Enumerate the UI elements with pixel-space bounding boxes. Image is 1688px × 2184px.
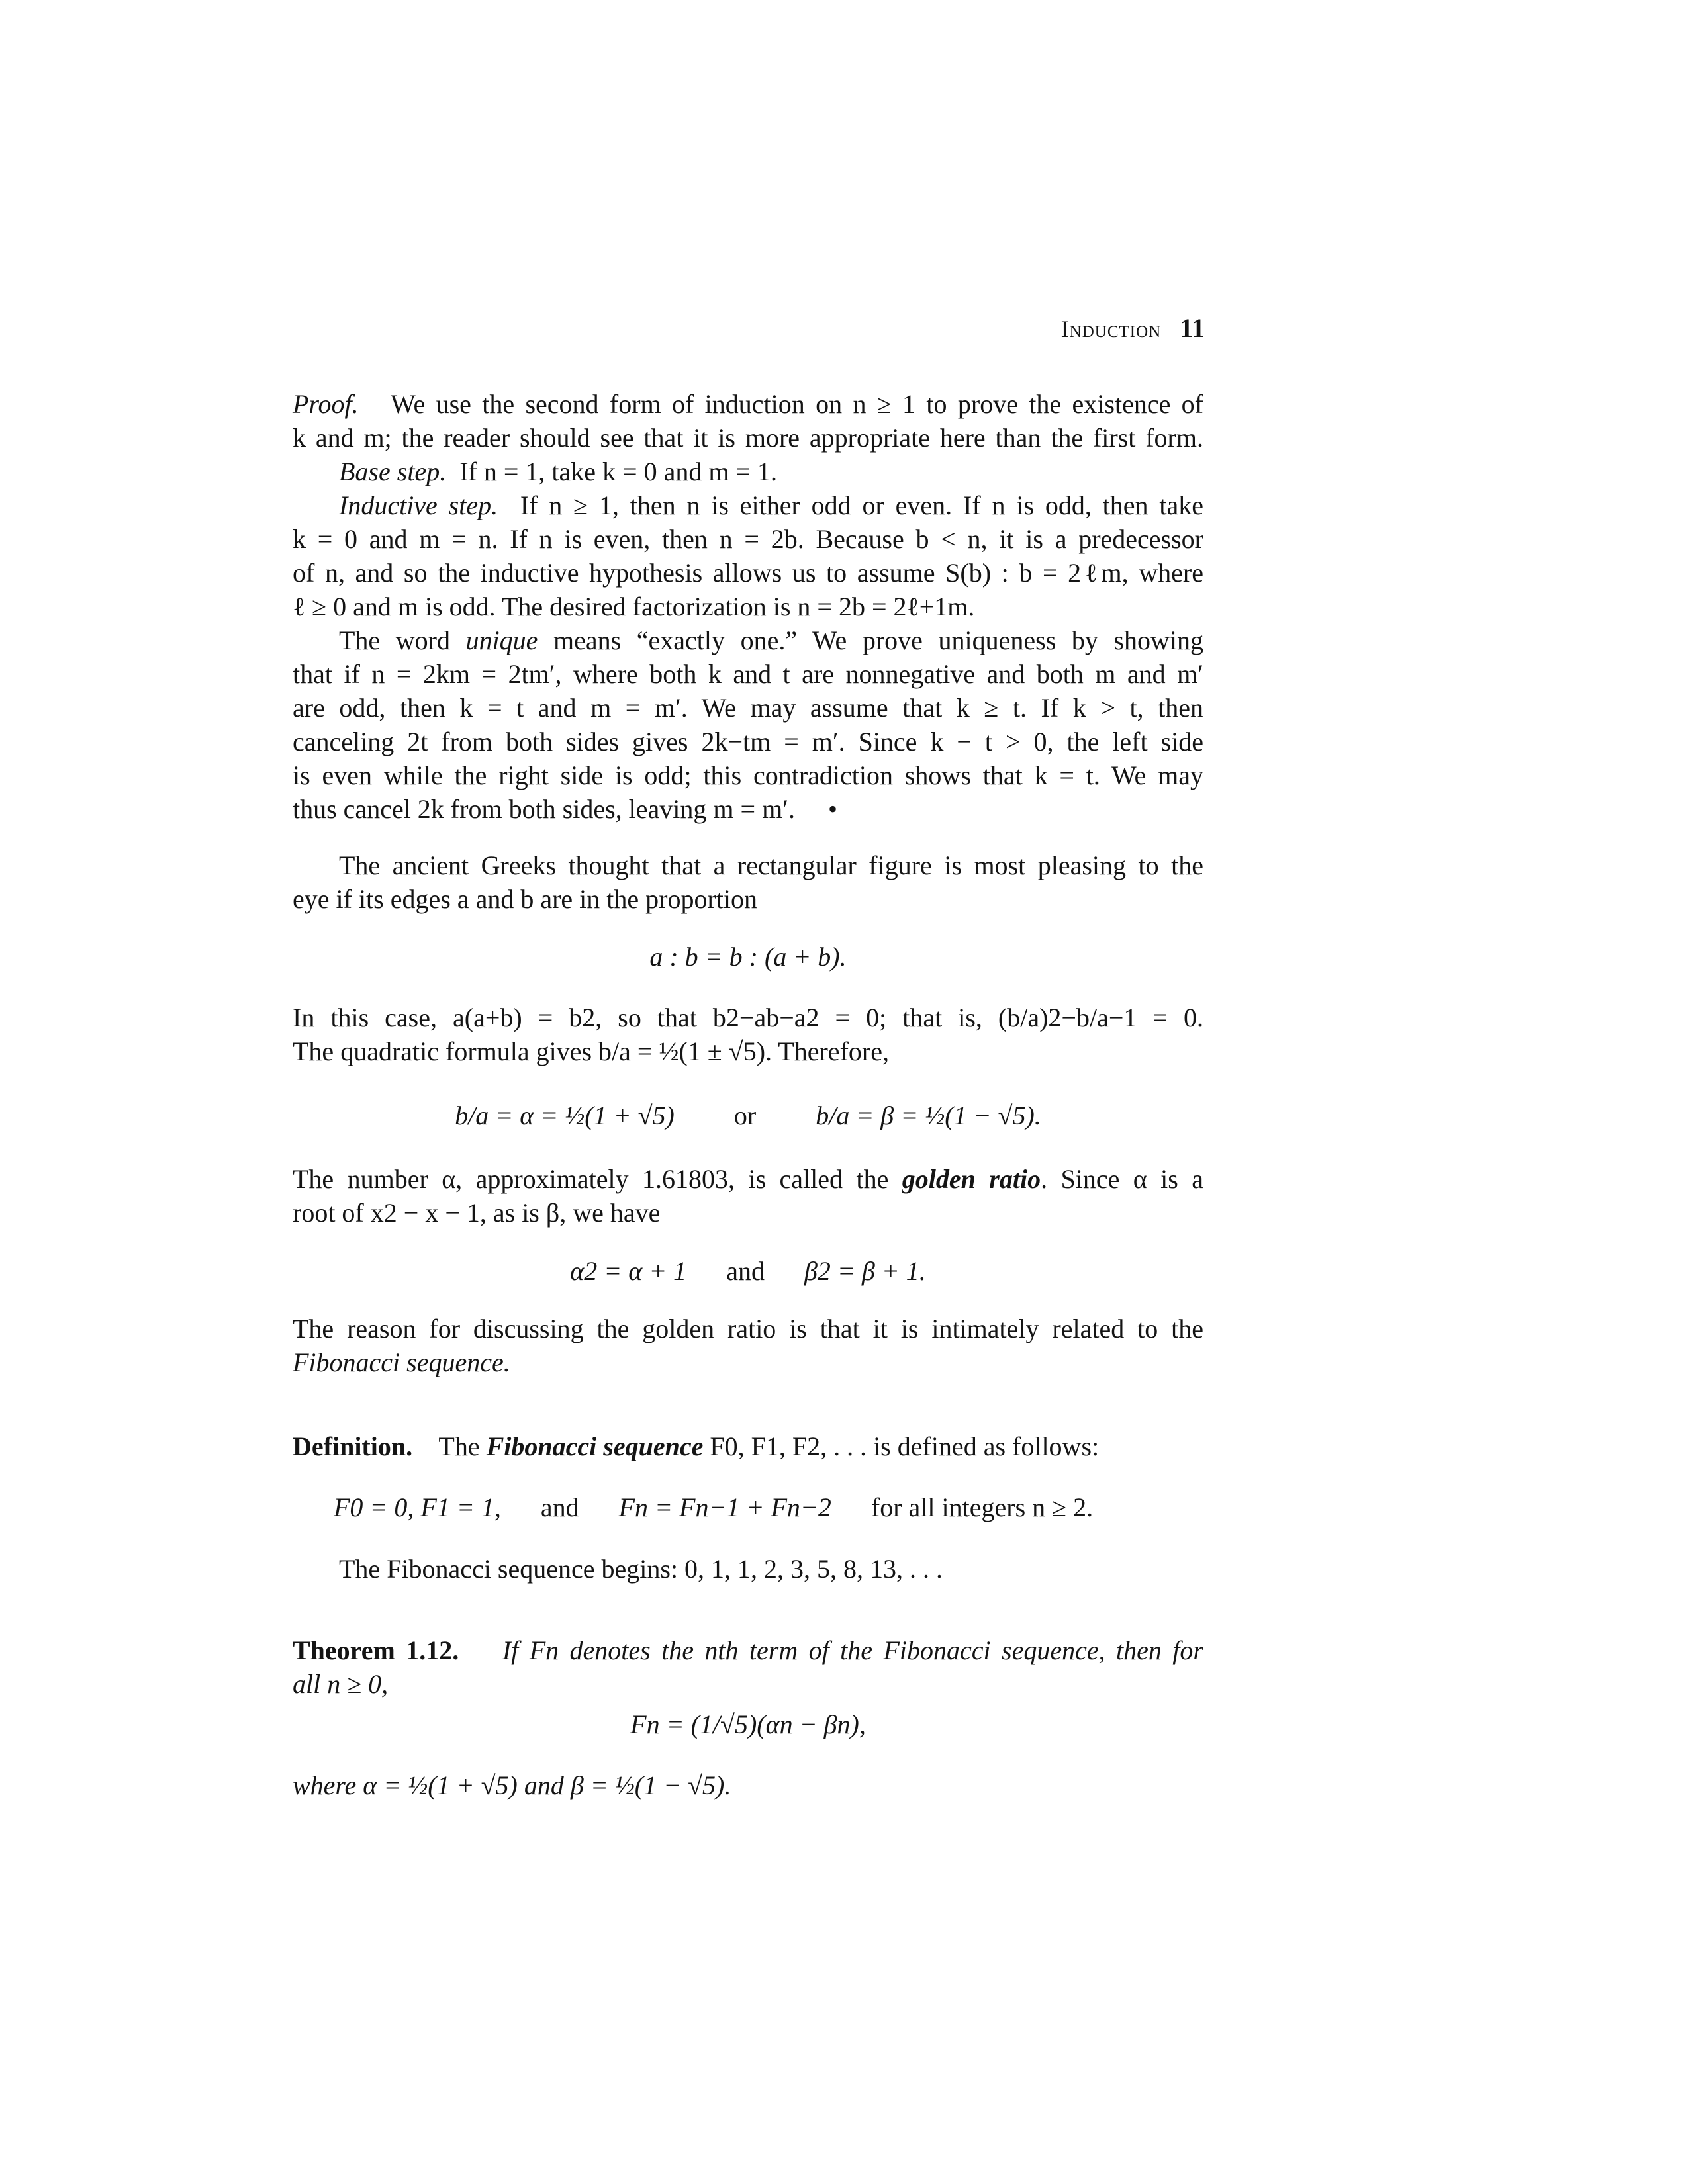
alpha-beta-equation [293,1099,1203,1132]
theorem-where: where α = ½(1 + √5) and β = ½(1 − √5). [293,1770,731,1800]
golden-p3-line-2: root of x2 − x − 1, as is β, we have [293,1198,661,1228]
proof-line-13-text: thus cancel 2k from both sides, leaving m = m′. [293,794,795,824]
golden-p4-line-1: The reason for discussing the golden ratio is that it is intimately related to the [293,1314,1203,1343]
definition-text-b: F0, F1, F2, . . . is defined as follows: [703,1432,1100,1461]
proof-line-13 [293,792,837,826]
proof-line-8 [339,623,1203,657]
proof-line-11: canceling 2t from both sides gives 2k−tm = m′. Since k − t > 0, the left side [293,727,1203,756]
alpha-squared: α2 = α + 1 [570,1256,687,1286]
proof-line-7: ℓ ≥ 0 and m is odd. The desired factorization is n = 2b = 2ℓ+1m. [293,592,975,621]
base-step-text: If n = 1, take k = 0 and m = 1. [459,457,777,486]
golden-ratio-term: golden ratio [902,1164,1041,1194]
golden-p2-line-1: In this case, a(a+b) = b2, so that b2−ab−a2 = 0; that is, (b/a)2−b/a−1 = 0. [293,1003,1203,1032]
alpha-squared-equation [293,1254,1203,1288]
unique-emphasis: unique [465,625,538,655]
proof-line-10: are odd, then k = t and m = m′. We may assume that k ≥ t. If k > t, then [293,693,1203,723]
golden-p3-line-1-b: . Since α is a [1041,1164,1204,1194]
golden-p3-line-1 [293,1162,1203,1196]
proof-line-8-b: means “exactly one.” We prove uniqueness by showing [538,625,1203,655]
fibonacci-term: Fibonacci sequence [486,1432,704,1461]
golden-p1-line-2: eye if its edges a and b are in the proportion [293,884,757,914]
fibonacci-initial-values: F0 = 0, F1 = 1, [334,1492,501,1522]
and-word: and [726,1256,765,1286]
proof-label: Proof. [293,389,359,419]
golden-p1-line-1: The ancient Greeks thought that a rectangular figure is most pleasing to the [339,850,1203,880]
inductive-step-label: Inductive step. [339,490,498,520]
theorem-label: Theorem 1.12. [293,1635,459,1665]
proof-line-2: k and m; the reader should see that it is more appropriate here than the first form. [293,423,1203,453]
recurrence-condition: for all integers n ≥ 2. [870,1492,1094,1522]
binet-formula: Fn = (1/√5)(αn − βn), [630,1709,866,1739]
inductive-step [339,488,1203,522]
base-step [339,455,777,488]
theorem-text-1: If Fn denotes the nth term of the Fibonacci sequence, then for [502,1635,1203,1665]
alpha-definition: b/a = α = ½(1 + √5) [455,1101,675,1130]
running-header-title: Induction [1060,316,1162,342]
definition-line [293,1430,1099,1463]
proof-line-9: that if n = 2km = 2tm′, where both k and t are nonnegative and both m and m′ [293,659,1203,689]
proof-line-6: of n, and so the inductive hypothesis allows us to assume S(b) : b = 2ℓm, where [293,558,1203,588]
page-number: 11 [1180,313,1205,343]
base-step-label: Base step. [339,457,447,486]
definition-text-a: The [438,1432,487,1461]
inductive-step-text: If n ≥ 1, then n is either odd or even. If n is odd, then take [520,490,1204,520]
golden-p4-line-2: Fibonacci sequence. [293,1347,510,1377]
theorem-line-1 [293,1633,1203,1667]
running-header [1061,311,1205,346]
fibonacci-begins: The Fibonacci sequence begins: 0, 1, 1, 2, 3, 5, 8, 13, . . . [339,1554,943,1584]
fibonacci-recurrence [334,1490,1093,1524]
proof-line-1-text: We use the second form of induction on n ≥ 1 to prove the existence of [390,389,1203,419]
beta-squared: β2 = β + 1. [804,1256,926,1286]
recurrence-formula: Fn = Fn−1 + Fn−2 [618,1492,831,1522]
proof-line-8-a: The word [339,625,466,655]
beta-definition: b/a = β = ½(1 − √5). [816,1101,1041,1130]
proof-line-5: k = 0 and m = n. If n is even, then n = 2b. Because b < n, it is a predecessor [293,524,1203,554]
theorem-line-2: all n ≥ 0, [293,1669,389,1699]
golden-p3-line-1-a: The number α, approximately 1.61803, is called the [293,1164,902,1194]
recurrence-and: and [540,1492,579,1522]
proof-line-1 [293,387,1203,421]
proof-line-12: is even while the right side is odd; this contradiction shows that k = t. We may [293,760,1203,790]
proportion-equation: a : b = b : (a + b). [649,942,847,972]
or-word: or [733,1101,757,1130]
golden-p2-line-2: The quadratic formula gives b/a = ½(1 ± √5). Therefore, [293,1036,889,1066]
qed-bullet: • [827,794,837,824]
definition-label: Definition. [293,1432,413,1461]
